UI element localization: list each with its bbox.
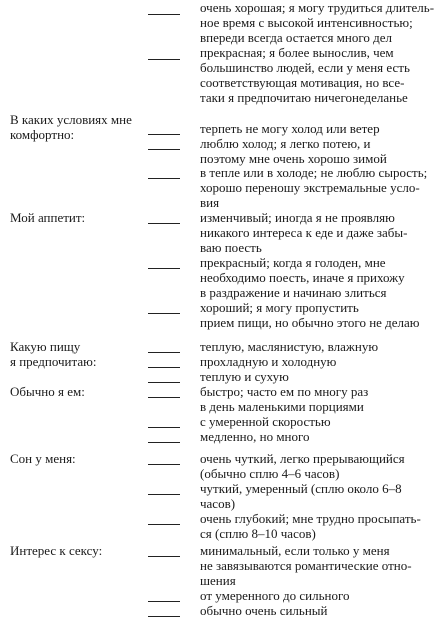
answer-line: минимальный, если только у меня [200, 543, 390, 558]
answer-line: очень глубокий; мне трудно просыпать- [200, 511, 421, 526]
answer-line: теплую и сухую [200, 369, 289, 384]
answer-line: очень чуткий, легко прерывающийся [200, 451, 405, 466]
answer-blank[interactable] [148, 382, 180, 383]
answer-blank[interactable] [148, 556, 180, 557]
answer-line: часов) [200, 496, 236, 511]
answer-blank[interactable] [148, 427, 180, 428]
answer-blank[interactable] [148, 223, 180, 224]
answer-line: вия [200, 195, 220, 210]
answer-line: медленно, но много [200, 429, 310, 444]
answer-blank[interactable] [148, 134, 180, 135]
answer-line: шения [200, 573, 236, 588]
answer-line: в тепле или в холоде; не люблю сырость; [200, 165, 428, 180]
answer-line: таки я предпочитаю ничегонеделанье [200, 90, 408, 105]
answer-line: ся (сплю 8–10 часов) [200, 526, 316, 541]
answer-line: необходимо поесть, иначе я прихожу [200, 270, 405, 285]
answer-blank[interactable] [148, 313, 180, 314]
answer-line: в день маленькими порциями [200, 399, 364, 414]
answer-blank[interactable] [148, 268, 180, 269]
answer-line: соответствующая мотивация, но все- [200, 75, 405, 90]
question-label: Мой аппетит: [10, 210, 86, 225]
answer-line: впереди всегда остается много дел [200, 30, 392, 45]
answer-line: в раздражение и начинаю злиться [200, 285, 387, 300]
answer-blank[interactable] [148, 367, 180, 368]
answer-line: чуткий, умеренный (сплю около 6–8 [200, 481, 402, 496]
answer-line: теплую, маслянистую, влажную [200, 339, 379, 354]
answer-line: от умеренного до сильного [200, 588, 350, 603]
answer-blank[interactable] [148, 14, 180, 15]
answer-blank[interactable] [148, 464, 180, 465]
question-label: Сон у меня: [10, 451, 76, 466]
answer-line: хороший; я могу пропустить [200, 300, 359, 315]
answer-line: быстро; часто ем по многу раз [200, 384, 369, 399]
answer-line: прекрасная; я более вынослив, чем [200, 45, 394, 60]
answer-blank[interactable] [148, 59, 180, 60]
answer-line: изменчивый; иногда я не проявляю [200, 210, 395, 225]
answer-line: хорошо переношу экстремальные усло- [200, 180, 420, 195]
question-label: Какую пищу [10, 339, 81, 354]
question-label: Интерес к сексу: [10, 543, 103, 558]
answer-blank[interactable] [148, 442, 180, 443]
answer-line: ваю поесть [200, 240, 262, 255]
answer-line: ное время с высокой интенсивностью; [200, 15, 413, 30]
answer-blank[interactable] [148, 524, 180, 525]
question-label: В каких условиях мне [10, 112, 132, 127]
answer-line: очень хорошая; я могу трудиться длитель- [200, 0, 435, 15]
answer-blank[interactable] [148, 397, 180, 398]
answer-line: поэтому мне очень хорошо зимой [200, 151, 387, 166]
answer-blank[interactable] [148, 178, 180, 179]
answer-line: прием пищи, но обычно этого не делаю [200, 315, 420, 330]
answer-blank[interactable] [148, 601, 180, 602]
answer-line: прохладную и холодную [200, 354, 337, 369]
answer-line: (обычно сплю 4–6 часов) [200, 466, 340, 481]
answer-blank[interactable] [148, 352, 180, 353]
answer-line: большинство людей, если у меня есть [200, 60, 410, 75]
answer-line: люблю холод; я легко потею, и [200, 136, 371, 151]
answer-line: терпеть не могу холод или ветер [200, 121, 380, 136]
answer-line: с умеренной скоростью [200, 414, 331, 429]
question-label: я предпочитаю: [10, 354, 97, 369]
question-label: Обычно я ем: [10, 384, 85, 399]
answer-line: не завязываются романтические отно- [200, 558, 412, 573]
answer-line: прекрасный; когда я голоден, мне [200, 255, 386, 270]
answer-blank[interactable] [148, 494, 180, 495]
answer-line: обычно очень сильный [200, 603, 328, 618]
question-label: комфортно: [10, 127, 75, 142]
answer-blank[interactable] [148, 149, 180, 150]
answer-blank[interactable] [148, 616, 180, 617]
answer-line: никакого интереса к еде и даже забы- [200, 225, 408, 240]
